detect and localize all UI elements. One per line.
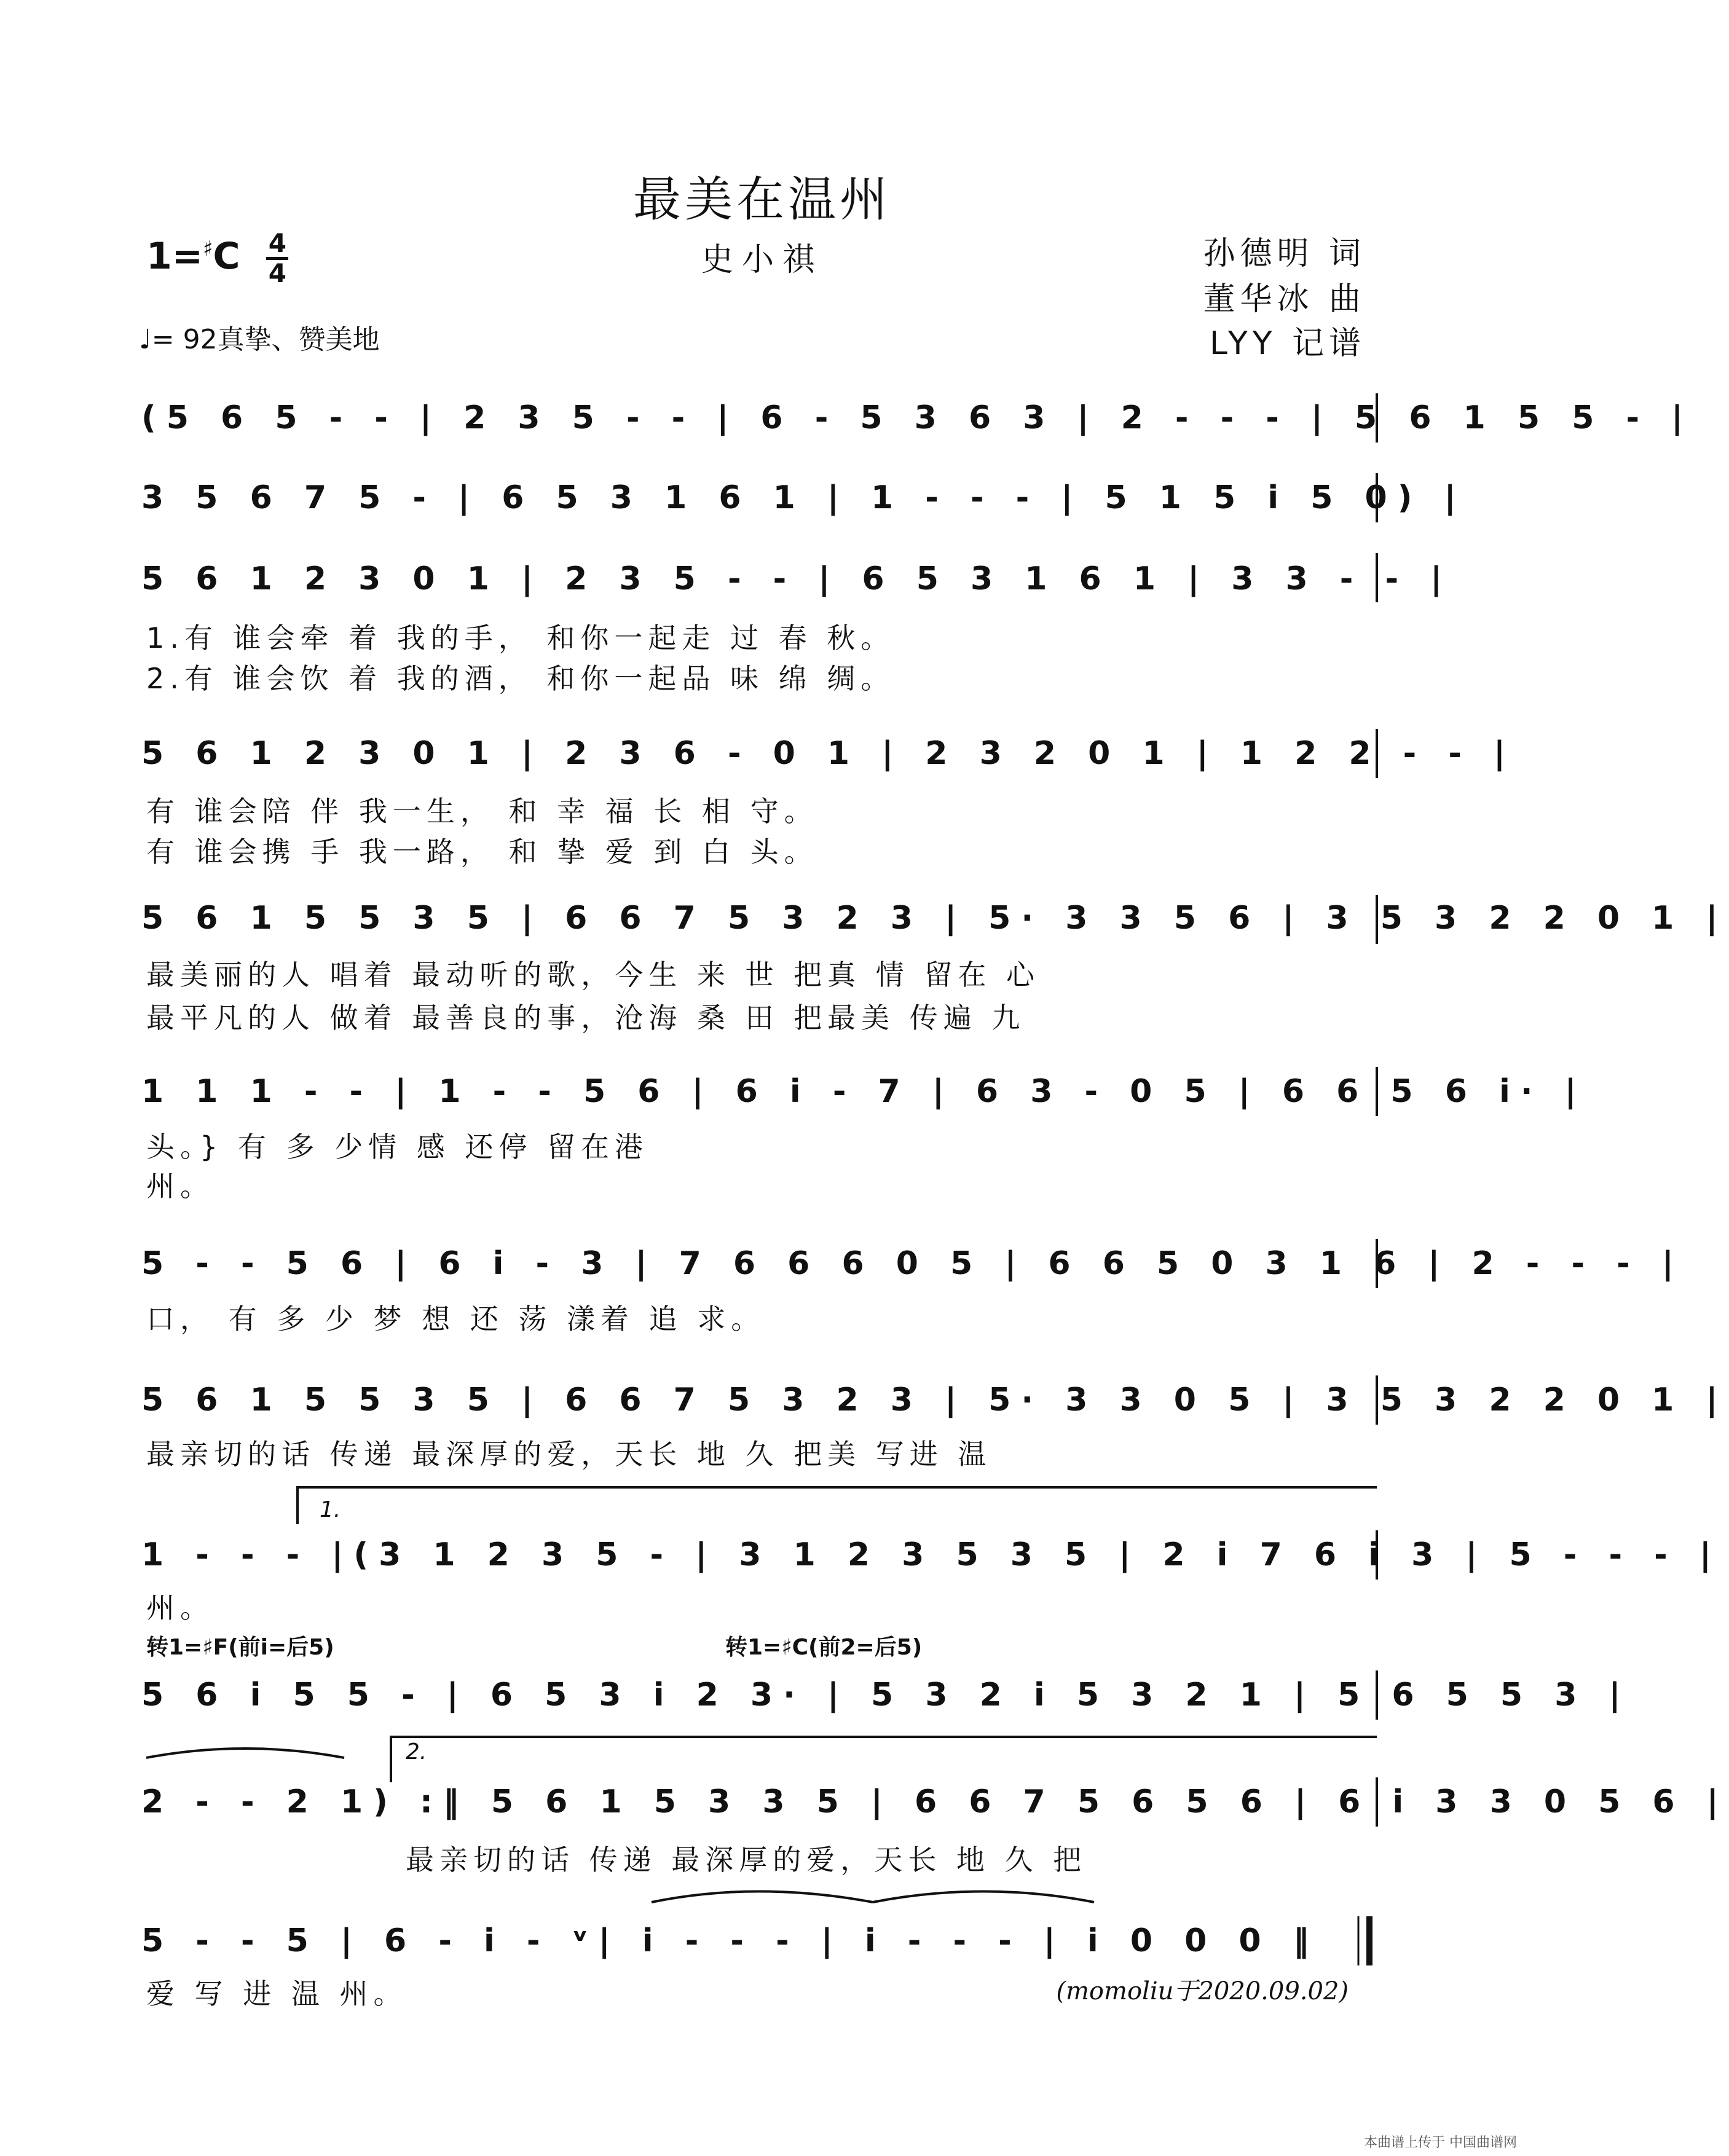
lyric-row-11a: 最亲切的话 传递 最深厚的爱，天长 地 久 把 <box>406 1843 1087 1876</box>
score-row-5: 5 6 1 5 5 3 5 | 6 6 7 5 3 2 3 | 5· 3 3 5 6 | 3 5 3 2 2 0 1 | <box>141 900 1728 937</box>
lyric-row-4a: 有 谁会陪 伴 我一生， 和 幸 福 长 相 守。 <box>146 795 818 828</box>
volta-1-label: 1. <box>320 1497 341 1522</box>
transcriber-credit: LYY 记谱 <box>1209 325 1366 362</box>
score-row-3: 5 6 1 2 3 0 1 | 2 3 5 - - | 6 5 3 1 6 1 | 3 3 - - | <box>141 561 1453 597</box>
lyric-row-5a: 最美丽的人 唱着 最动听的歌，今生 来 世 把真 情 留在 心 <box>146 958 1040 991</box>
score-row-12: 5 - - 5 | 6 - i - ᵛ| i - - - | i - - - | i 0 0 0 ‖ <box>141 1922 1320 1959</box>
singer-name: 史小祺 <box>701 242 823 278</box>
volta-1-bracket <box>297 1487 1377 1524</box>
lyric-row-8a: 最亲切的话 传递 最深厚的爱，天长 地 久 把美 写进 温 <box>146 1438 992 1471</box>
score-row-8: 5 6 1 5 5 3 5 | 6 6 7 5 3 2 3 | 5· 3 3 0 5 | 3 5 3 2 2 0 1 | <box>141 1382 1728 1418</box>
tempo-marking: ♩= 92真挚、赞美地 <box>139 324 380 355</box>
volta-2-bracket <box>391 1737 1377 1782</box>
score-row-6: 1 1 1 - - | 1 - - 5 6 | 6 i - 7 | 6 3 - 0 5 | 6 6 5 6 i· | <box>141 1073 1587 1110</box>
composer-credit: 董华冰 曲 <box>1203 281 1366 318</box>
score-row-10: 5 6 i 5 5 - | 6 5 3 i 2 3· | 5 3 2 i 5 3 2 1 | 5 6 5 5 3 | <box>141 1677 1631 1713</box>
score-row-4: 5 6 1 2 3 0 1 | 2 3 6 - 0 1 | 2 3 2 0 1 | 1 2 2 - - | <box>141 735 1516 772</box>
volta-2-label: 2. <box>406 1739 427 1765</box>
modulation-c-sharp: 转1=♯C(前2=后5) <box>725 1635 923 1660</box>
time-top: 4 <box>268 228 287 258</box>
lyric-row-9a: 州。 <box>146 1591 214 1624</box>
lyric-row-7a: 口， 有 多 少 梦 想 还 荡 漾着 追 求。 <box>146 1302 765 1336</box>
transcriber-signature: (momoliu于2020.09.02) <box>1056 1977 1349 2005</box>
song-title: 最美在温州 <box>632 172 891 227</box>
watermark: 本曲谱上传于 中国曲谱网 <box>1364 2135 1517 2150</box>
score-row-1: (5 6 5 - - | 2 3 5 - - | 6 - 5 3 6 3 | 2 - - - | 5 6 1 5 5 - | <box>141 399 1694 436</box>
tie-arc-1 <box>652 1892 873 1903</box>
score-row-2: 3 5 6 7 5 - | 6 5 3 1 6 1 | 1 - - - | 5 1 5 i 5 0) | <box>141 479 1467 516</box>
lyricist-credit: 孙德明 词 <box>1203 235 1366 272</box>
score-row-9: 1 - - - |(3 1 2 3 5 - | 3 1 2 3 5 3 5 | 2 i 7 6 i 3 | 5 - - - | <box>141 1536 1722 1573</box>
sharp-sign: ♯ <box>203 237 213 262</box>
lyric-row-12a: 爱 写 进 温 州。 <box>146 1977 408 2010</box>
time-bottom: 4 <box>268 258 287 288</box>
lyric-row-6a: 头。} 有 多 少情 感 还停 留在港 <box>146 1130 648 1163</box>
key-note: C <box>213 235 240 278</box>
lyric-row-4b: 有 谁会携 手 我一路， 和 挚 爱 到 白 头。 <box>146 835 818 868</box>
tie-arc-3 <box>146 1749 344 1758</box>
score-row-11: 2 - - 2 1) :‖ 5 6 1 5 3 3 5 | 6 6 7 5 6 5 6 | 6 i 3 3 0 5 6 | <box>141 1784 1729 1820</box>
modulation-f-sharp: 转1=♯F(前i=后5) <box>146 1635 334 1660</box>
tie-arc-2 <box>873 1892 1094 1903</box>
lyric-row-3a: 1.有 谁会牵 着 我的手， 和你一起走 过 春 秋。 <box>146 621 895 655</box>
score-row-7: 5 - - 5 6 | 6 i - 3 | 7 6 6 6 0 5 | 6 6 5 0 3 1 6 | 2 - - - | <box>141 1245 1684 1282</box>
key-prefix: 1= <box>146 235 203 278</box>
lyric-row-5b: 最平凡的人 做着 最善良的事，沧海 桑 田 把最美 传遍 九 <box>146 1001 1026 1034</box>
lyric-row-3b: 2.有 谁会饮 着 我的酒， 和你一起品 味 绵 绸。 <box>146 662 895 695</box>
lyric-row-6b: 州。 <box>146 1170 214 1203</box>
